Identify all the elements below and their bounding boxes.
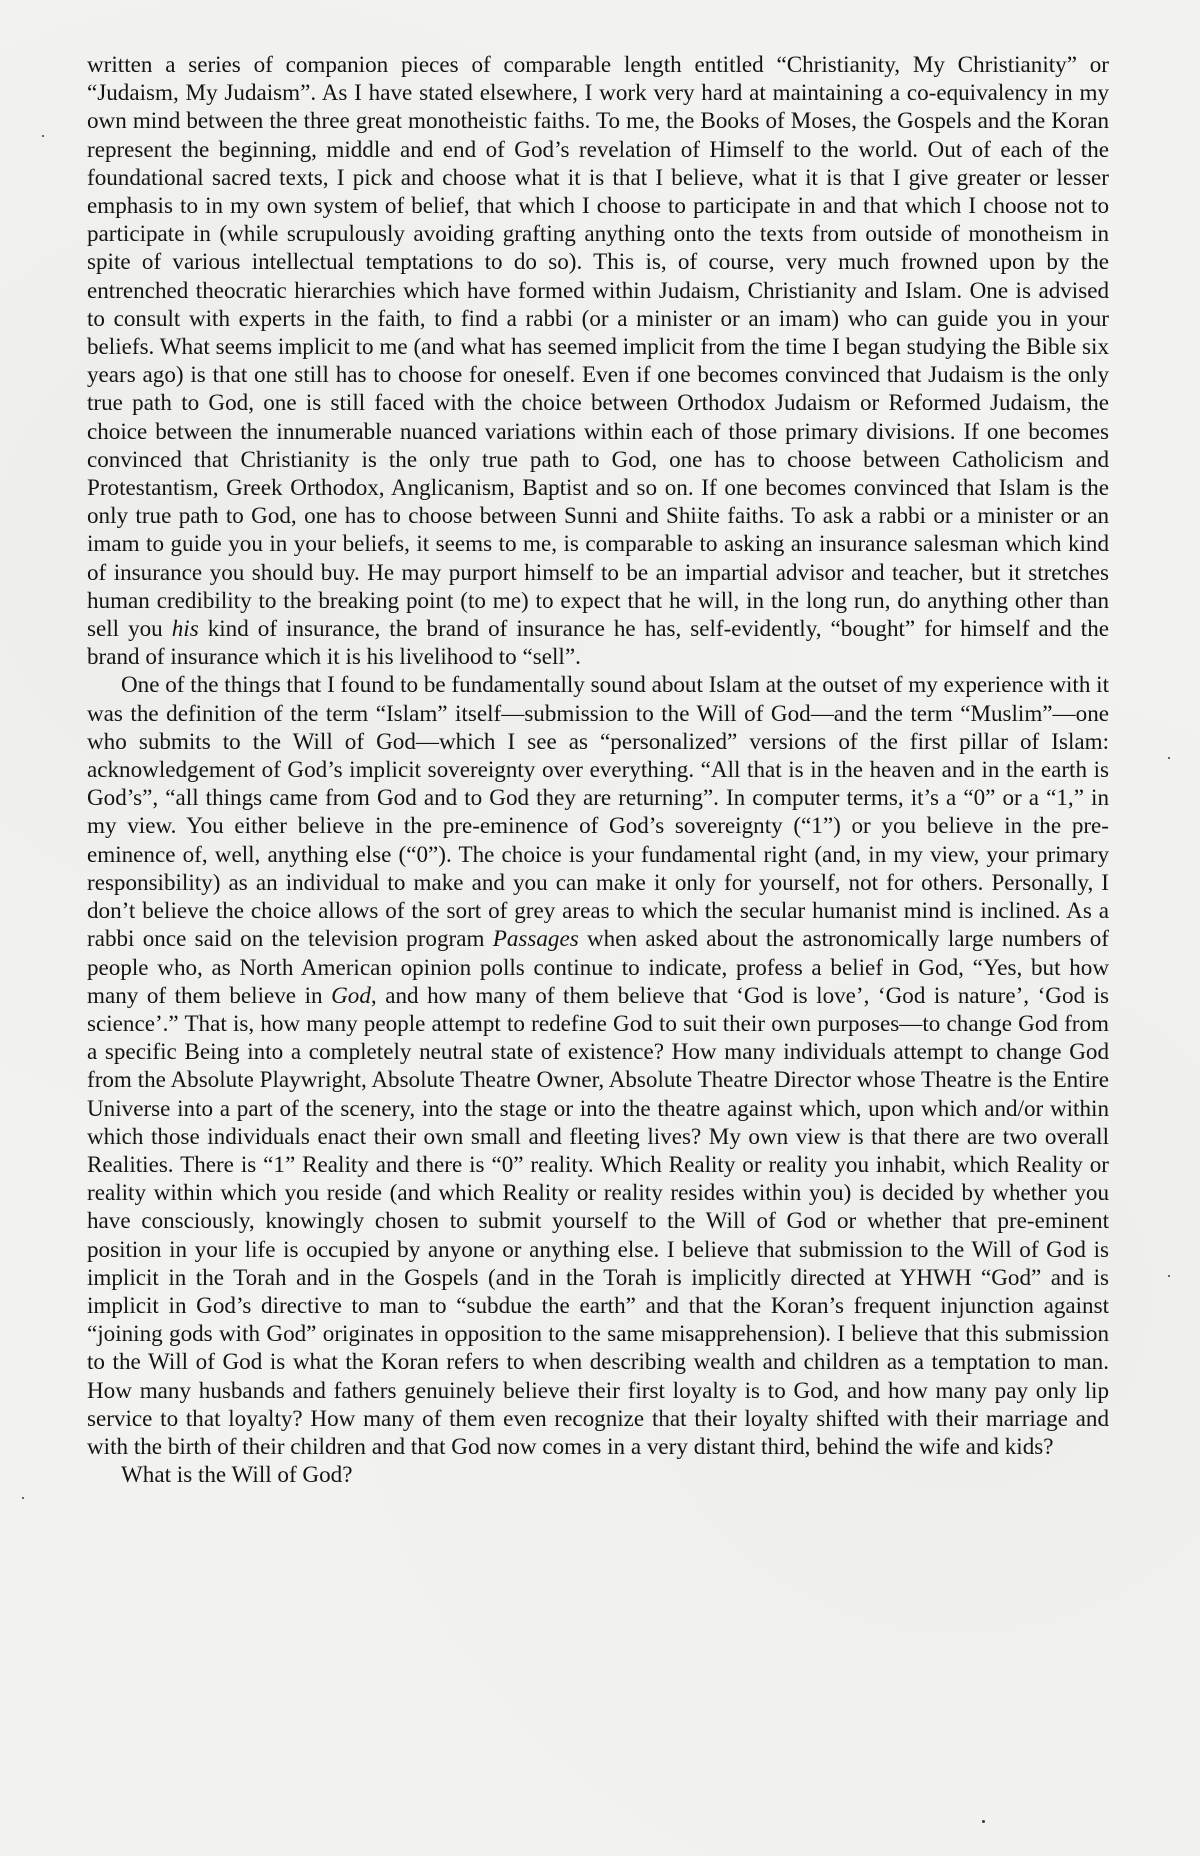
- paragraph-1-emphasis: his: [171, 615, 199, 642]
- scan-speck: [1168, 757, 1170, 759]
- body-text: [87, 50, 1109, 1488]
- paragraph-1-text-b: kind of insurance, the brand of insurance he has, self-evidently, “bought” for himself and the brand of insurance which it is his livelihood to “sell”.: [87, 615, 1109, 670]
- paragraph-2: [87, 670, 1109, 1460]
- paragraph-2-text-b: when asked about the astronomically large numbers of people who, as North American opinion polls continue to indicate, profess a belief in God, “Yes, but how many of them believe in: [87, 925, 1109, 1008]
- paragraph-2-text-a: One of the things that I found to be fundamentally sound about Islam at the outset of my experience with it was the definition of the term “Islam” itself—submission to the Will of God—and the term “Muslim”—one who submits to the Will of God—which I see as “personalized” versions of the first pillar of Islam: acknowledgement of God’s implicit sovereignty over everything. “All that is in the heaven and in the earth is God’s”, “all things came from God and to God they are returning”. In computer terms, it’s a “0” or a “1,” in my view. You either believe in the pre-eminence of God’s sovereignty (“1”) or you believe in the pre-eminence of, well, anything else (“0”). The choice is your fundamental right (and, in my view, your primary responsibility) as an individual to make and you can make it only for yourself, not for others. Personally, I don’t believe the choice allows of the sort of grey areas to which the secular humanist mind is inclined. As a rabbi once said on the television program: [87, 671, 1109, 952]
- scan-speck: [22, 1497, 24, 1499]
- paragraph-3: [87, 1460, 1109, 1488]
- scan-speck: [982, 1820, 985, 1823]
- paragraph-2-emphasis-passages: Passages: [492, 925, 579, 952]
- paragraph-2-emphasis-god: God: [331, 981, 371, 1008]
- paragraph-3-text: What is the Will of God?: [121, 1461, 353, 1488]
- paragraph-1-text-a: written a series of companion pieces of comparable length entitled “Christianity, My Christianity” or “Judaism, My Judaism”. As I have stated elsewhere, I work very hard at maintaining a co-equivalency in my own mind between the three great monotheistic faiths. To me, the Books of Moses, the Gospels and the Koran represent the beginning, middle and end of God’s revelation of Himself to the world. Out of each of the foundational sacred texts, I pick and choose what it is that I believe, what it is that I give greater or lesser emphasis to in my own system of belief, that which I choose to participate in and that which I choose not to participate in (while scrupulously avoiding grafting anything onto the texts from outside of monotheism in spite of various intellectual temptations to do so). This is, of course, very much frowned upon by the entrenched theocratic hierarchies which have formed within Judaism, Christianity and Islam. One is advised to consult with experts in the faith, to find a rabbi (or a minister or an imam) who can guide you in your beliefs. What seems implicit to me (and what has seemed implicit from the time I began studying the Bible six years ago) is that one still has to choose for oneself. Even if one becomes convinced that Judaism is the only true path to God, one is still faced with the choice between Orthodox Judaism or Reformed Judaism, the choice between the innumerable nuanced variations within each of those primary divisions. If one becomes convinced that Christianity is the only true path to God, one has to choose between Catholicism and Protestantism, Greek Orthodox, Anglicanism, Baptist and so on. If one becomes convinced that Islam is the only true path to God, one has to choose between Sunni and Shiite faiths. To ask a rabbi or a minister or an imam to guide you in your beliefs, it seems to me, is comparable to asking an insurance salesman which kind of insurance you should buy. He may purport himself to be an impartial advisor and teacher, but it stretches human credibility to the breaking point (to me) to expect that he will, in the long run, do anything other than sell you: [87, 51, 1109, 642]
- scan-speck: [42, 135, 44, 137]
- paragraph-2-text-c: , and how many of them believe that ‘God is love’, ‘God is nature’, ‘God is science’.” That is, how many people attempt to redefine God to suit their own purposes—to change God from a specific Being into a completely neutral state of existence? How many individuals attempt to change God from the Absolute Playwright, Absolute Theatre Owner, Absolute Theatre Director whose Theatre is the Entire Universe into a part of the scenery, into the stage or into the theatre against which, upon which and/or within which those individuals enact their own small and fleeting lives? My own view is that there are two overall Realities. There is “1” Reality and there is “0” reality. Which Reality or reality you inhabit, which Reality or reality within which you reside (and which Reality or reality resides within you) is decided by whether you have consciously, knowingly chosen to submit yourself to the Will of God or whether that pre-eminent position in your life is occupied by anyone or anything else. I believe that submission to the Will of God is implicit in the Torah and in the Gospels (and in the Torah is implicitly directed at YHWH “God” and is implicit in God’s directive to man to “subdue the earth” and that the Koran’s frequent injunction against “joining gods with God” originates in opposition to the same misapprehension). I believe that this submission to the Will of God is what the Koran refers to when describing wealth and children as a temptation to man. How many husbands and fathers genuinely believe their first loyalty is to God, and how many pay only lip service to that loyalty? How many of them even recognize that their loyalty shifted with their marriage and with the birth of their children and that God now comes in a very distant third, behind the wife and kids?: [87, 981, 1110, 1459]
- scan-speck: [1168, 1275, 1170, 1277]
- paragraph-1: [87, 50, 1109, 670]
